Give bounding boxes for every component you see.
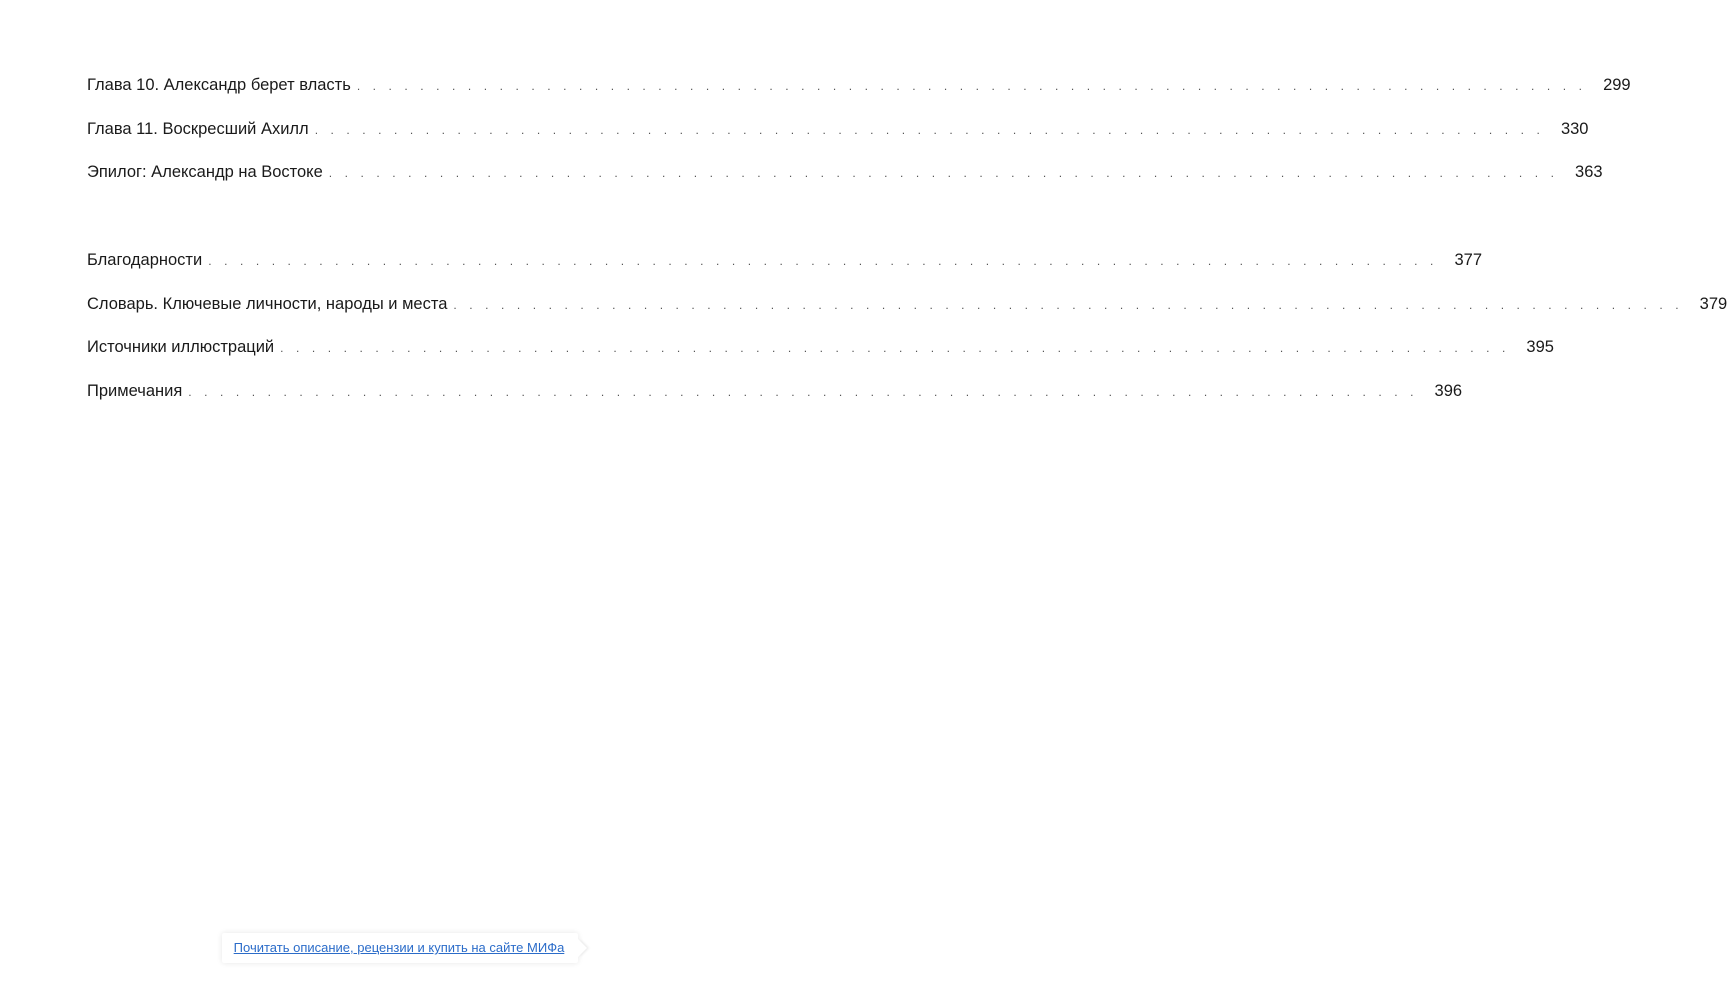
toc-dot-leader: . . . . . . . . . . . . . . . . . . . . . . . . . . . . . . . . . . . . . . . . . . . . . . . . . . . . . . . . . . . . . . . . . . . . . . . . . . . . . . — [314, 122, 1545, 137]
toc-entry-glossary — [87, 294, 1727, 338]
read-and-buy-link[interactable]: Почитать описание, рецензии и купить на сайте МИФа — [233, 940, 565, 955]
toc-entry-illustration-sources — [87, 337, 1554, 381]
toc-dot-leader: . . . . . . . . . . . . . . . . . . . . . . . . . . . . . . . . . . . . . . . . . . . . . . . . . . . . . . . . . . . . . . . . . . . . . . . . . . . . . . — [208, 254, 1438, 268]
toc-entry-page: 363 — [1575, 163, 1603, 182]
table-of-contents-chapters — [87, 75, 1631, 206]
toc-entry-notes — [87, 381, 1463, 425]
toc-entry-title: Благодарности — [87, 251, 203, 269]
table-of-contents-back-matter — [87, 250, 1727, 425]
footer-promo — [0, 930, 800, 966]
toc-entry-page: 395 — [1526, 338, 1554, 357]
toc-dot-leader: . . . . . . . . . . . . . . . . . . . . . . . . . . . . . . . . . . . . . . . . . . . . . . . . . . . . . . . . . . . . . . . . . . . . . . . . . . . . . . — [188, 385, 1419, 400]
toc-entry-title: Эпилог: Александр на Востоке — [87, 163, 323, 182]
toc-entry-chapter-10 — [87, 75, 1631, 119]
toc-entry-title: Глава 11. Воскресший Ахилл — [87, 119, 309, 138]
toc-dot-leader: . . . . . . . . . . . . . . . . . . . . . . . . . . . . . . . . . . . . . . . . . . . . . . . . . . . . . . . . . . . . . . . . . . . . . . . . . . . . . . — [356, 79, 1587, 93]
toc-entry-title: Источники иллюстраций — [87, 338, 275, 357]
toc-dot-leader: . . . . . . . . . . . . . . . . . . . . . . . . . . . . . . . . . . . . . . . . . . . . . . . . . . . . . . . . . . . . . . . . . . . . . . . . . . . . . . — [453, 297, 1684, 312]
toc-dot-leader: . . . . . . . . . . . . . . . . . . . . . . . . . . . . . . . . . . . . . . . . . . . . . . . . . . . . . . . . . . . . . . . . . . . . . . . . . . . . . . — [280, 341, 1510, 356]
toc-entry-acknowledgements — [87, 250, 1482, 294]
promo-link-card — [222, 933, 579, 963]
toc-entry-title: Примечания — [87, 382, 183, 401]
toc-entry-page: 379 — [1699, 294, 1727, 313]
toc-entry-page: 330 — [1560, 119, 1589, 138]
toc-entry-epilogue — [87, 162, 1603, 206]
toc-entry-title: Словарь. Ключевые личности, народы и места — [87, 294, 448, 313]
toc-entry-page: 299 — [1603, 76, 1631, 94]
toc-entry-page: 396 — [1434, 382, 1463, 401]
toc-dot-leader: . . . . . . . . . . . . . . . . . . . . . . . . . . . . . . . . . . . . . . . . . . . . . . . . . . . . . . . . . . . . . . . . . . . . . . . . . . . . . . — [328, 166, 1559, 181]
toc-entry-chapter-11 — [87, 119, 1589, 163]
toc-entry-page: 377 — [1454, 251, 1482, 269]
toc-entry-title: Глава 10. Александр берет власть — [87, 76, 351, 94]
